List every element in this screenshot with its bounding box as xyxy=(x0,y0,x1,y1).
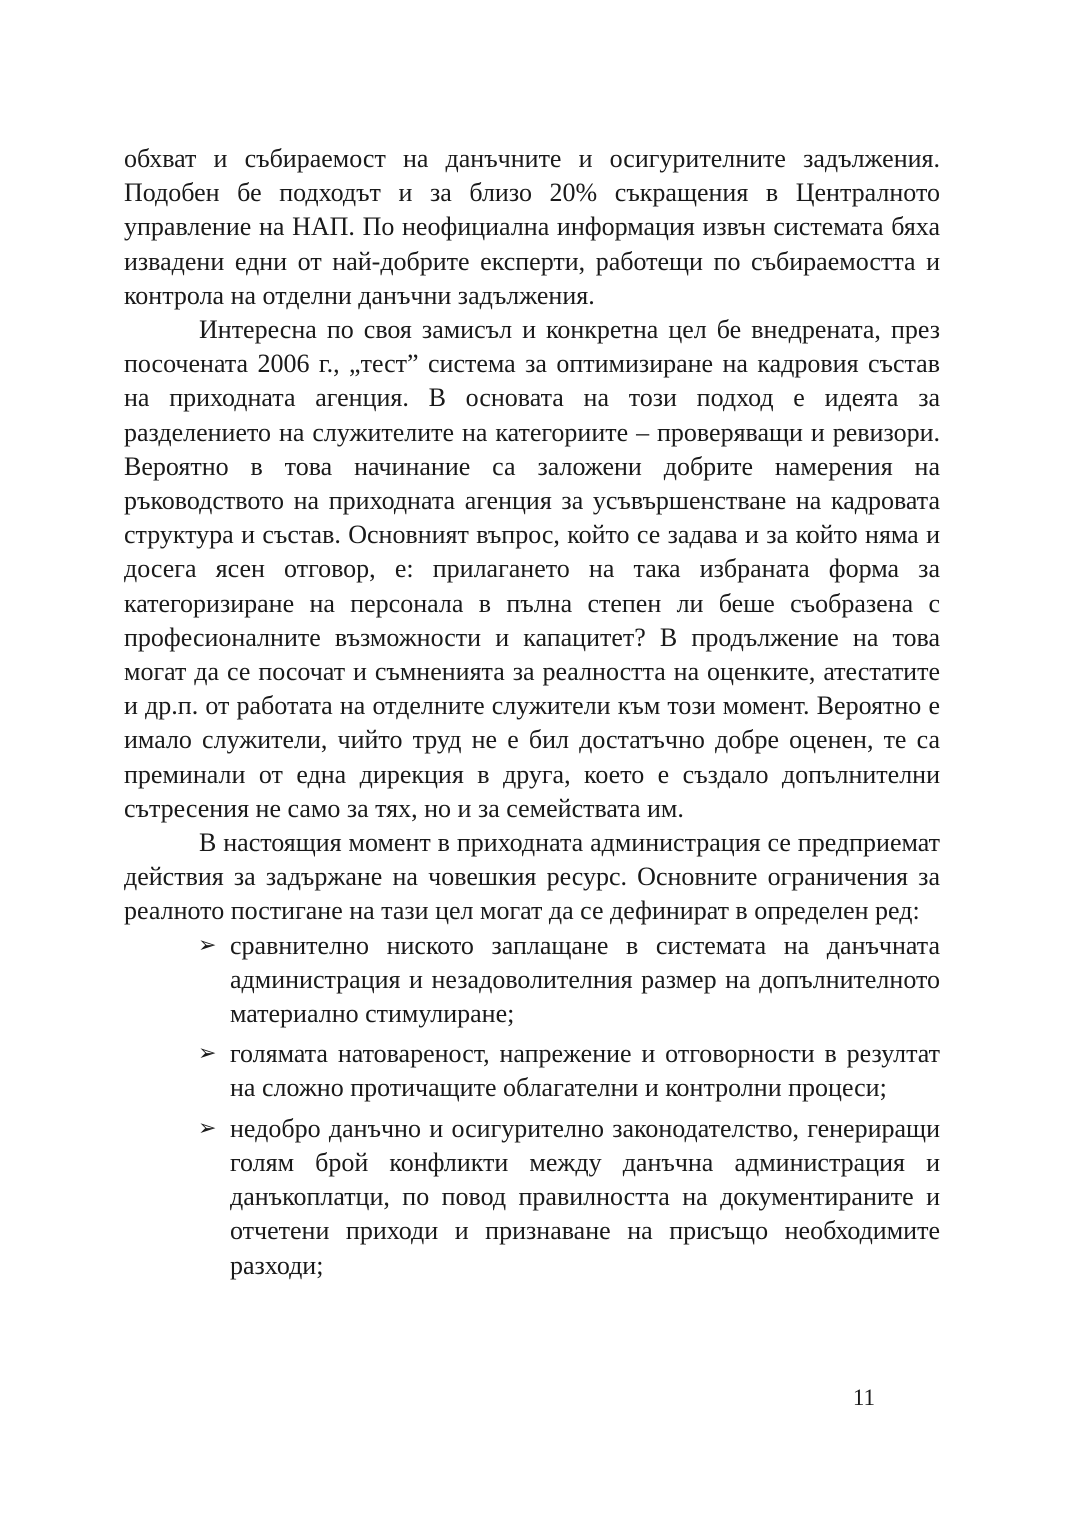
page-body xyxy=(124,142,940,1289)
arrow-bullet-icon: ➢ xyxy=(198,1041,217,1067)
bullet-item-1 xyxy=(198,929,940,1032)
paragraph-3: В настоящия момент в приходната администрация се предприемат действия за задържане на човешкия ресурс. Основните ограничения за реалното постигане на тази цел могат да се дефинират в определен ред: xyxy=(124,828,940,926)
bullet-item-3 xyxy=(198,1112,940,1283)
bullet-text-2: голямата натовареност, напрежение и отговорности в резултат на сложно протичащите облагателни и контролни процеси; xyxy=(230,1039,940,1103)
arrow-bullet-icon: ➢ xyxy=(198,1115,217,1141)
bullet-item-2 xyxy=(198,1037,940,1105)
paragraph-2: Интересна по своя замисъл и конкретна цел бе внедрената, през посочената 2006 г., „тест” система за оптимизиране на кадровия състав на приходната агенция. В основата на този подход е идеята за разделението на служителите на категориите – проверяващи и ревизори. Вероятно в това начинание са заложени добрите намерения на ръководството на приходната агенция за усъвършенстване на кадровата структура и състав. Основният въпрос, който се задава и за който няма и досега ясен отговор, е: прилагането на така избраната форма за категоризиране на персонала в пълна степен ли беше съобразена с професионалните възможности и капацитет? В продължение на това могат да се посочат и съмненията за реалността на оценките, атестатите и др.п. от работата на отделните служители към този момент. Вероятно е имало служители, чийто труд не е бил достатъчно добре оценен, те са преминали от една дирекция в друга, което е създало допълнителни сътресения не само за тях, но и за семействата им. xyxy=(124,315,940,823)
bullet-text-1: сравнително ниското заплащане в системата на данъчната администрация и незадоволителния размер на допълнителното материално стимулиране; xyxy=(230,930,940,1029)
paragraph-1: обхват и събираемост на данъчните и осигурителните задължения. Подобен бе подходът и за близо 20% съкращения в Централното управление на НАП. По неофициална информация извън системата бяха извадени едни от най-добрите експерти, работещи по събираемостта и контрола на отделни данъчни задължения. xyxy=(124,144,940,310)
arrow-bullet-icon: ➢ xyxy=(198,932,217,958)
bullet-text-3: недобро данъчно и осигурително законодателство, генериращи голям брой конфликти между данъчна администрация и данъкоплатци, по повод правилността на документираните и отчетени приходи и признаване на присъщо необходимите разходи; xyxy=(230,1113,940,1280)
page-number: 11 xyxy=(852,1385,875,1410)
bullet-list xyxy=(124,929,940,1283)
